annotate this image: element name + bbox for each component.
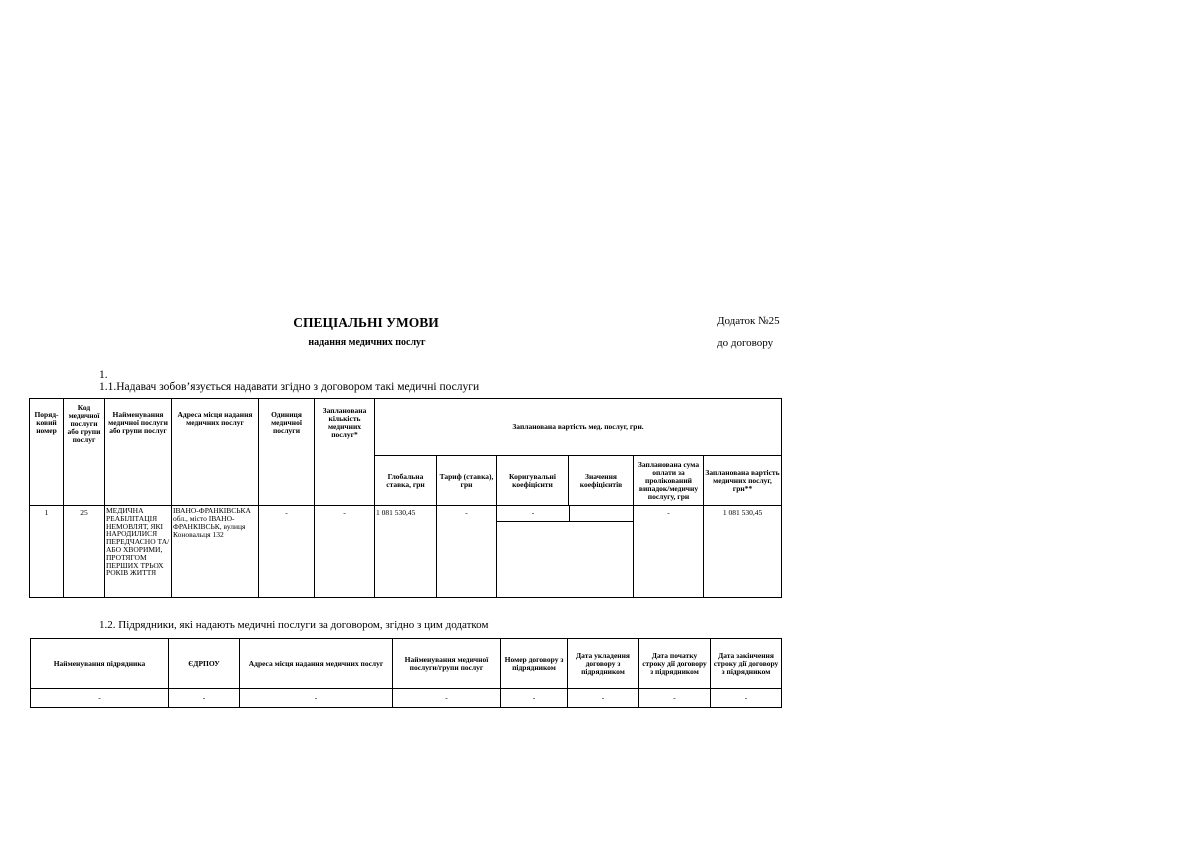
- header-unit: Одиниця медичної послуги: [259, 399, 315, 506]
- header-service-name: Найменування медичної послуги або групи послуг: [105, 399, 172, 506]
- header-address: Адреса місця надання медичних послуг: [172, 399, 259, 506]
- header-contractor-name: Найменування підрядника: [31, 639, 169, 689]
- annex-contract-ref: до договору: [717, 337, 774, 349]
- annex-number: Додаток №25: [717, 315, 780, 327]
- cell-coefficients-group: [497, 506, 634, 598]
- cell-contract-start: -: [639, 689, 711, 708]
- header-global-rate: Глобальна ставка, грн: [375, 456, 437, 506]
- table-row: [31, 689, 782, 708]
- header-planned-cost: Запланована вартість мед. послуг, грн.: [375, 399, 782, 456]
- cell-order: 1: [30, 506, 64, 598]
- header-coef-values: Значення коефіцієнтів: [569, 456, 634, 506]
- cell-unit: -: [259, 506, 315, 598]
- header-coefficients: Коригувальні коефіцієнти: [497, 456, 569, 506]
- cell-contract-date: -: [568, 689, 639, 708]
- cell-coef-values: [570, 506, 633, 521]
- header-contract-start: Дата початку строку дії договору з підрядником: [639, 639, 711, 689]
- header-tariff: Тариф (ставка), грн: [437, 456, 497, 506]
- header-contractor-service: Найменування медичної послуги/групи послуг: [393, 639, 501, 689]
- header-contract-date: Дата укладення договору з підрядником: [568, 639, 639, 689]
- medical-services-table: [29, 398, 782, 598]
- cell-planned-total: 1 081 530,45: [704, 506, 782, 598]
- header-code: Код медичної послуги або групи послуг: [64, 399, 105, 506]
- document-title: СПЕЦІАЛЬНІ УМОВИ: [293, 315, 439, 330]
- cell-code: 25: [64, 506, 105, 598]
- header-contractor-address: Адреса місця надання медичних послуг: [240, 639, 393, 689]
- header-sum-per-case: Запланована сума оплати за пролікований випадок/медичну послугу, грн: [634, 456, 704, 506]
- cell-planned-qty: -: [315, 506, 375, 598]
- header-planned-total: Запланована вартість медичних послуг, грн**: [704, 456, 782, 506]
- cell-edrpou: -: [169, 689, 240, 708]
- cell-contractor-address: -: [240, 689, 393, 708]
- subcontractors-table: [30, 638, 782, 708]
- cell-global-rate: 1 081 530,45: [375, 506, 437, 598]
- document-subtitle: надання медичних послуг: [308, 337, 426, 348]
- cell-sum-per-case: -: [634, 506, 704, 598]
- cell-contractor-name: -: [31, 689, 169, 708]
- cell-service-name: МЕДИЧНА РЕАБІЛІТАЦІЯ НЕМОВЛЯТ, ЯКІ НАРОДИЛИСЯ ПЕРЕДЧАСНО ТА/АБО ХВОРИМИ, ПРОТЯГОМ ПЕРШИХ ТРЬОХ РОКІВ ЖИТТЯ: [105, 506, 172, 598]
- section-number: 1.: [99, 369, 108, 381]
- cell-contractor-service: -: [393, 689, 501, 708]
- cell-coefficients: -: [497, 506, 570, 521]
- cell-tariff: -: [437, 506, 497, 598]
- cell-contract-end: -: [711, 689, 782, 708]
- header-edrpou: ЄДРПОУ: [169, 639, 240, 689]
- cell-address: ІВАНО-ФРАНКІВСЬКА обл., місто ІВАНО-ФРАНКІВСЬК, вулиця Коновальця 132: [172, 506, 259, 598]
- section-1-2-heading: 1.2. Підрядники, які надають медичні послуги за договором, згідно з цим додатком: [99, 619, 489, 631]
- header-planned-qty: Запланована кількість медичних послуг*: [315, 399, 375, 506]
- section-1-1-heading: 1.1.Надавач зобов’язується надавати згідно з договором такі медичні послуги: [99, 381, 480, 393]
- header-order: Поряд-ковий номер: [30, 399, 64, 506]
- cell-contract-number: -: [501, 689, 568, 708]
- header-contract-number: Номер договору з підрядником: [501, 639, 568, 689]
- header-contract-end: Дата закінчення строку дії договору з підрядником: [711, 639, 782, 689]
- table-row: [30, 506, 782, 598]
